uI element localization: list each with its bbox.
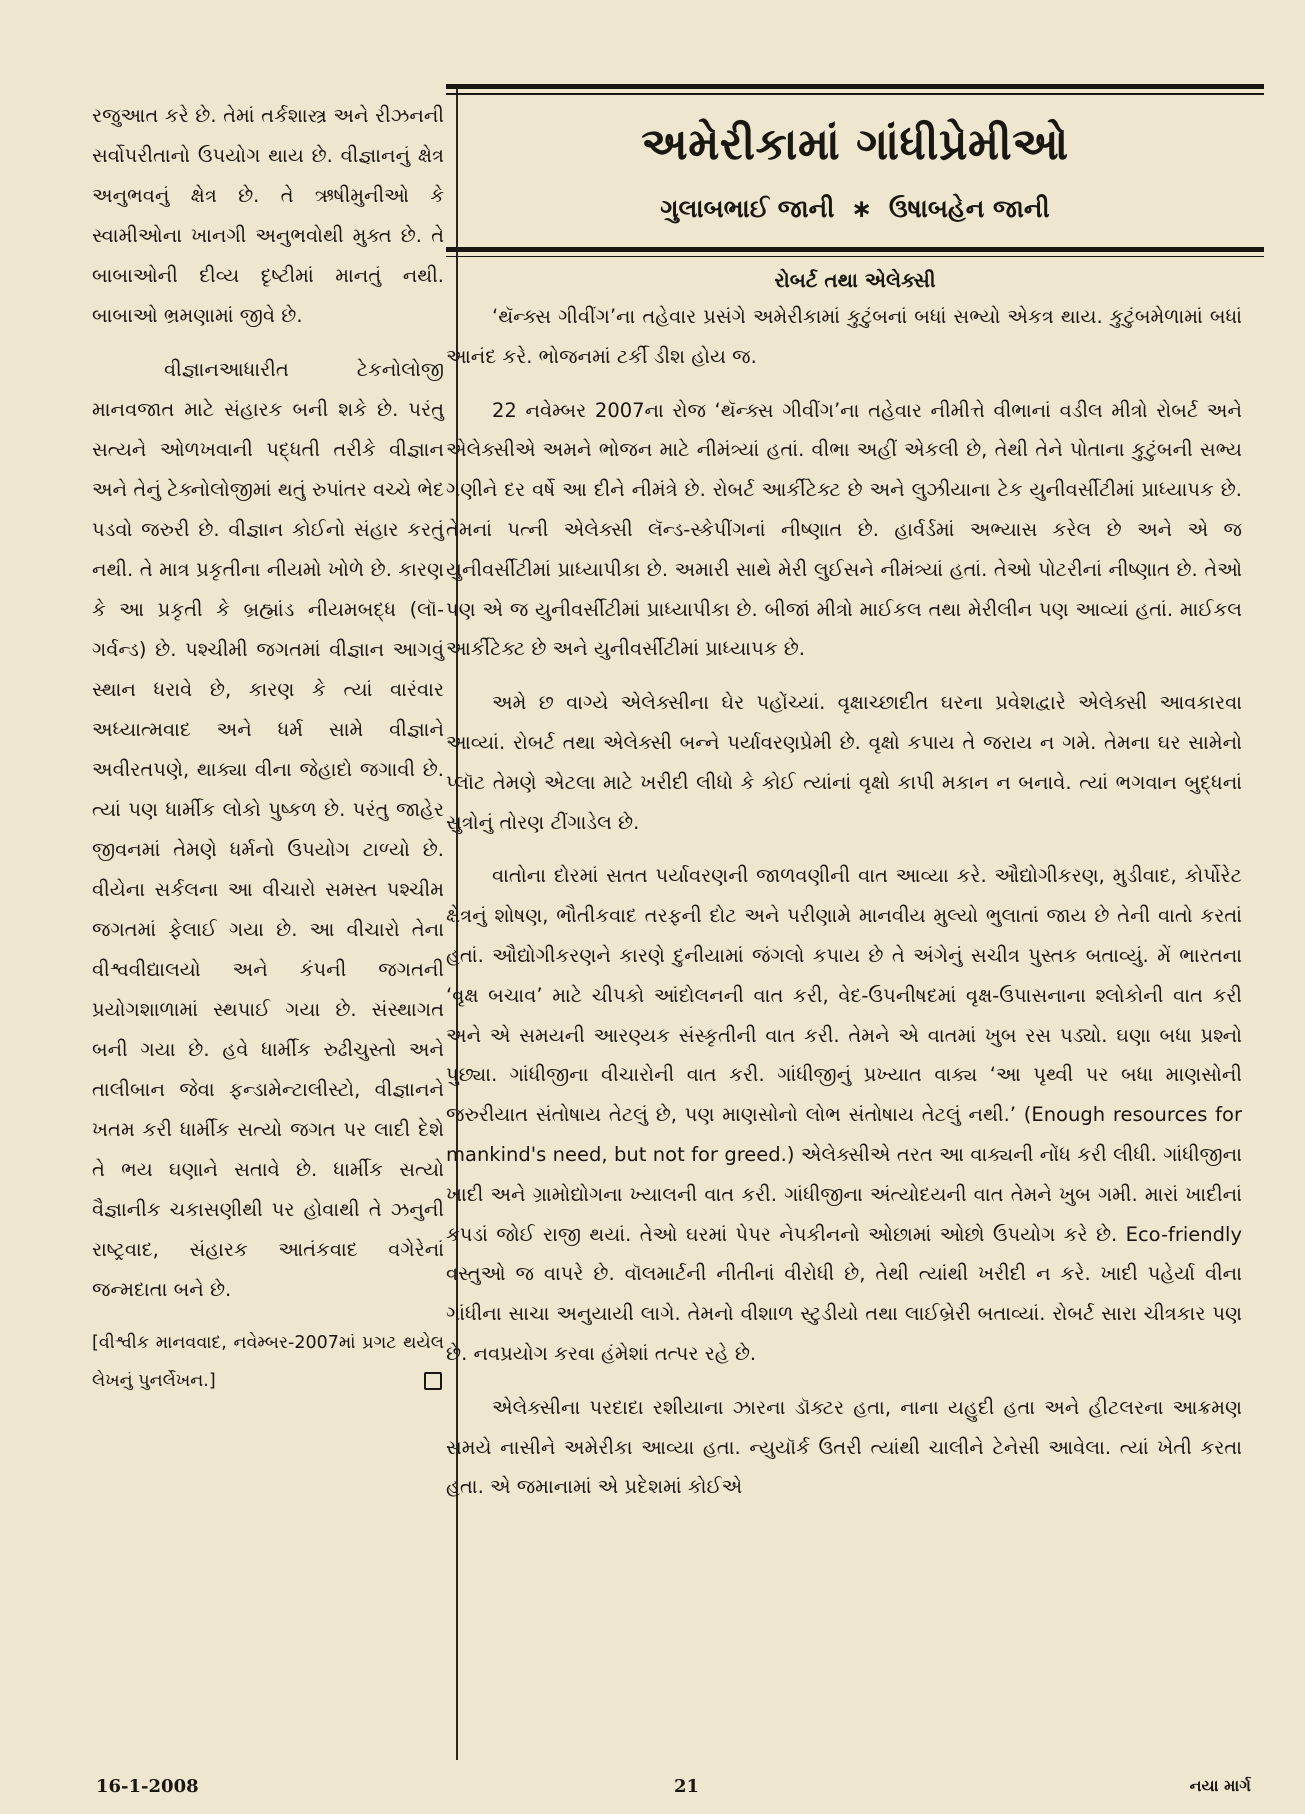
article-column: [446, 84, 1264, 1521]
section-heading: રોબર્ટ તથા એલેક્સી: [774, 268, 936, 292]
source-note-text: [વીશ્વીક માનવવાદ, નવેમ્બર-2007માં પ્રગટ થયેલ લેખનું પુનર્લેખન.]: [92, 1333, 444, 1391]
issue-date: 16-1-2008: [96, 1776, 199, 1797]
article-authors: [446, 189, 1264, 229]
author-1: ગુલાબભાઈ જાની: [660, 193, 835, 223]
author-2: ઉષાબહેન જાની: [888, 193, 1050, 223]
header-rule-thick: [446, 247, 1264, 252]
left-column: [92, 96, 444, 1400]
page-footer: [96, 1776, 1251, 1806]
top-rule-thick: [446, 84, 1264, 89]
top-rule-thin: [446, 93, 1264, 95]
article-title: અમેરીકામાં ગાંધીપ્રેમીઓ: [641, 118, 1069, 170]
asterisk-separator-icon: ∗: [851, 193, 873, 223]
article-body: [446, 297, 1242, 1507]
article-paragraph-4: વાતોના દોરમાં સતત પર્યાવરણની જાળવણીની વાત આવ્યા કરે. ઔદ્યોગીકરણ, મુડીવાદ, કોર્પોરેટ ક્ષેત્રનું શોષણ, ભૌતીકવાદ તરફની દોટ અને પરીણામે માનવીય મુલ્યો ભુલાતાં જાય છે તેની વાતો કરતાં હતાં. ઔદ્યોગીકરણને કારણે દુનીયામાં જંગલો કપાય છે તે અંગેનું સચીત્ર પુસ્તક બતાવ્યું. મેં ભારતના ‘વૃક્ષ બચાવ’ માટે ચીપકો આંદોલનની વાત કરી, વેદ-ઉપનીષદમાં વૃક્ષ-ઉપાસનાના શ્લોકોની વાત કરી અને એ સમયની આરણ્યક સંસ્કૃતીની વાત કરી. તેમને એ વાતમાં ખુબ રસ પડ્યો. ઘણા બધા પ્રશ્નો પુછ્યા. ગાંધીજીના વીચારોની વાત કરી. ગાંધીજીનું પ્રખ્યાત વાક્ય ‘આ પૃથ્વી પર બધા માણસોની જરુરીયાત સંતોષાય તેટલું છે, પણ માણસોનો લોભ સંતોષાય તેટલું નથી.’ (Enough resources for mankind's need, but not for greed.) એલેક્સીએ તરત આ વાક્યની નોંધ કરી લીધી. ગાંધીજીના ખાદી અને ગ્રામોદ્યોગના ખ્યાલની વાત કરી. ગાંધીજીના અંત્યોદયની વાત તેમને ખુબ ગમી. મારાં ખાદીનાં કપડાં જોઈ રાજી થયાં. તેઓ ઘરમાં પેપર નેપકીનનો ઓછામાં ઓછો ઉપયોગ કરે છે. Eco-friendly વસ્તુઓ જ વાપરે છે. વૉલમાર્ટની નીતીનાં વીરોધી છે, તેથી ત્યાંથી ખરીદી ન કરે. ખાદી પહેર્યા વીના ગાંધીના સાચા અનુયાયી લાગે. તેમનો વીશાળ સ્ટુડીયો તથા લાઈબ્રેરી બતાવ્યાં. રોબર્ટ સારા ચીત્રકાર પણ છે. નવપ્રયોગ કરવા હંમેશાં તત્પર રહે છે.: [446, 864, 1242, 1365]
article-paragraph-5: એલેક્સીના પરદાદા રશીયાના ઝારના ડૉક્ટર હતા, નાના યહુદી હતા અને હીટલરના આક્રમણ સમયે નાસીને અમેરીકા આવ્યા હતા. ન્યુયૉર્ક ઉતરી ત્યાંથી ચાલીને ટેનેસી આવેલા. ત્યાં ખેતી કરતા હતા. એ જમાનામાં એ પ્રદેશમાં કોઈએ: [446, 1395, 1242, 1499]
article-paragraph-3: અમે છ વાગ્યે એલેક્સીના ઘેર પહોંચ્યાં. વૃક્ષાચ્છાદીત ઘરના પ્રવેશદ્વારે એલેક્સી આવકારવા આવ્યાં. રોબર્ટ તથા એલેક્સી બન્ને પર્યાવરણપ્રેમી છે. વૃક્ષો કપાય તે જરાય ન ગમે. તેમના ઘર સામેનો પ્લૉટ તેમણે એટલા માટે ખરીદી લીધો કે કોઈ ત્યાંનાં વૃક્ષો કાપી મકાન ન બનાવે. ત્યાં ભગવાન બુદ્ધનાં સુત્રોનું તોરણ ટીંગાડેલ છે.: [446, 691, 1242, 834]
source-note: [92, 1324, 444, 1400]
left-paragraph-1: રજુઆત કરે છે. તેમાં તર્કશાસ્ત્ર અને રીઝનની સર્વોપરીતાનો ઉપયોગ થાય છે. વીજ્ઞાનનું ક્ષેત્ર અનુભવનું ક્ષેત્ર છે. તે ઋષીમુનીઓ કે સ્વામીઓના ખાનગી અનુભવોથી મુક્ત છે. તે બાબાઓની દીવ્ય દૃષ્ટીમાં માનતું નથી. બાબાઓ ભ્રમણામાં જીવે છે.: [92, 104, 444, 327]
article-paragraph-2: 22 નવેમ્બર 2007ના રોજ ‘થૅન્ક્સ ગીવીંગ’ના તહેવાર નીમીત્તે વીભાનાં વડીલ મીત્રો રોબર્ટ અને એલેક્સીએ અમને ભોજન માટે નીમંત્ર્યાં હતાં. વીભા અહીં એકલી છે, તેથી તેને પોતાના કુટુંબની સભ્ય ગણીને દર વર્ષે આ દીને નીમંત્રે છે. રોબર્ટ આર્કીટેક્ટ છે અને લુઝીયાના ટેક યુનીવર્સીટીમાં પ્રાધ્યાપક છે. તેમનાં પત્ની એલેક્સી લૅન્ડ-સ્કેપીંગનાં નીષ્ણાત છે. હાર્વર્ડમાં અભ્યાસ કરેલ છે અને એ જ યુનીવર્સીટીમાં પ્રાધ્યાપીકા છે. અમારી સાથે મેરી લુઈસને નીમંત્ર્યાં હતાં. તેઓ પોટરીનાં નીષ્ણાત છે. તેઓ પણ એ જ યુનીવર્સીટીમાં પ્રાધ્યાપીકા છે. બીજાં મીત્રો માઈકલ તથા મેરીલીન પણ આવ્યાં હતાં. માઈકલ આર્કીટેક્ટ છે અને યુનીવર્સીટીમાં પ્રાધ્યાપક છે.: [446, 398, 1242, 661]
square-end-mark-icon: [424, 1372, 442, 1390]
header-rule-thin: [446, 256, 1264, 258]
page-number: 21: [674, 1776, 700, 1797]
left-paragraph-2: વીજ્ઞાનઆધારીત ટેકનોલોજી માનવજાત માટે સંહારક બની શકે છે. પરંતુ સત્યને ઓળખવાની પદ્ધતી તરીકે વીજ્ઞાન અને તેનું ટેક્નોલોજીમાં થતું રુપાંતર વચ્ચે ભેદ પડવો જરુરી છે. વીજ્ઞાન કોઈનો સંહાર કરતું નથી. તે માત્ર પ્રકૃતીના નીયમો ખોળે છે. કારણ કે આ પ્રકૃતી કે બ્રહ્માંડ નીયમબદ્ધ (લૉ-ગર્વન્ડ) છે. પશ્ચીમી જગતમાં વીજ્ઞાન આગવું સ્થાન ધરાવે છે, કારણ કે ત્યાં વારંવાર અધ્યાત્મવાદ અને ધર્મ સામે વીજ્ઞાને અવીરતપણે, થાક્યા વીના જેહાદો જગાવી છે. ત્યાં પણ ધાર્મીક લોકો પુષ્કળ છે. પરંતુ જાહેર જીવનમાં તેમણે ધર્મનો ઉપયોગ ટાળ્યો છે. વીયેના સર્કલના આ વીચારો સમસ્ત પશ્ચીમ જગતમાં ફેલાઈ ગયા છે. આ વીચારો તેના વીશ્વવીદ્યાલયો અને કંપની જગતની પ્રયોગશાળામાં સ્થપાઈ ગયા છે. સંસ્થાગત બની ગયા છે. હવે ધાર્મીક રુઢીચુસ્તો અને તાલીબાન જેવા ફન્ડામેન્ટાલીસ્ટો, વીજ્ઞાનને ખતમ કરી ધાર્મીક સત્યો જગત પર લાદી દેશે તે ભય ઘણાને સતાવે છે. ધાર્મીક સત્યો વૈજ્ઞાનીક ચકાસણીથી પર હોવાથી તે ઝનુની રાષ્ટ્રવાદ, સંહારક આતંકવાદ વગેરેનાં જન્મદાતા બને છે.: [92, 358, 444, 1301]
article-paragraph-1: ‘થૅન્ક્સ ગીવીંગ’ના તહેવાર પ્રસંગે અમેરીકામાં કુટુંબનાં બધાં સભ્યો એકત્ર થાય. કુટુંબમેળામાં બધાં આનંદ કરે. ભોજનમાં ટર્કી ડીશ હોય જ.: [446, 305, 1242, 368]
journal-name: નયા માર્ગ: [1189, 1776, 1251, 1795]
